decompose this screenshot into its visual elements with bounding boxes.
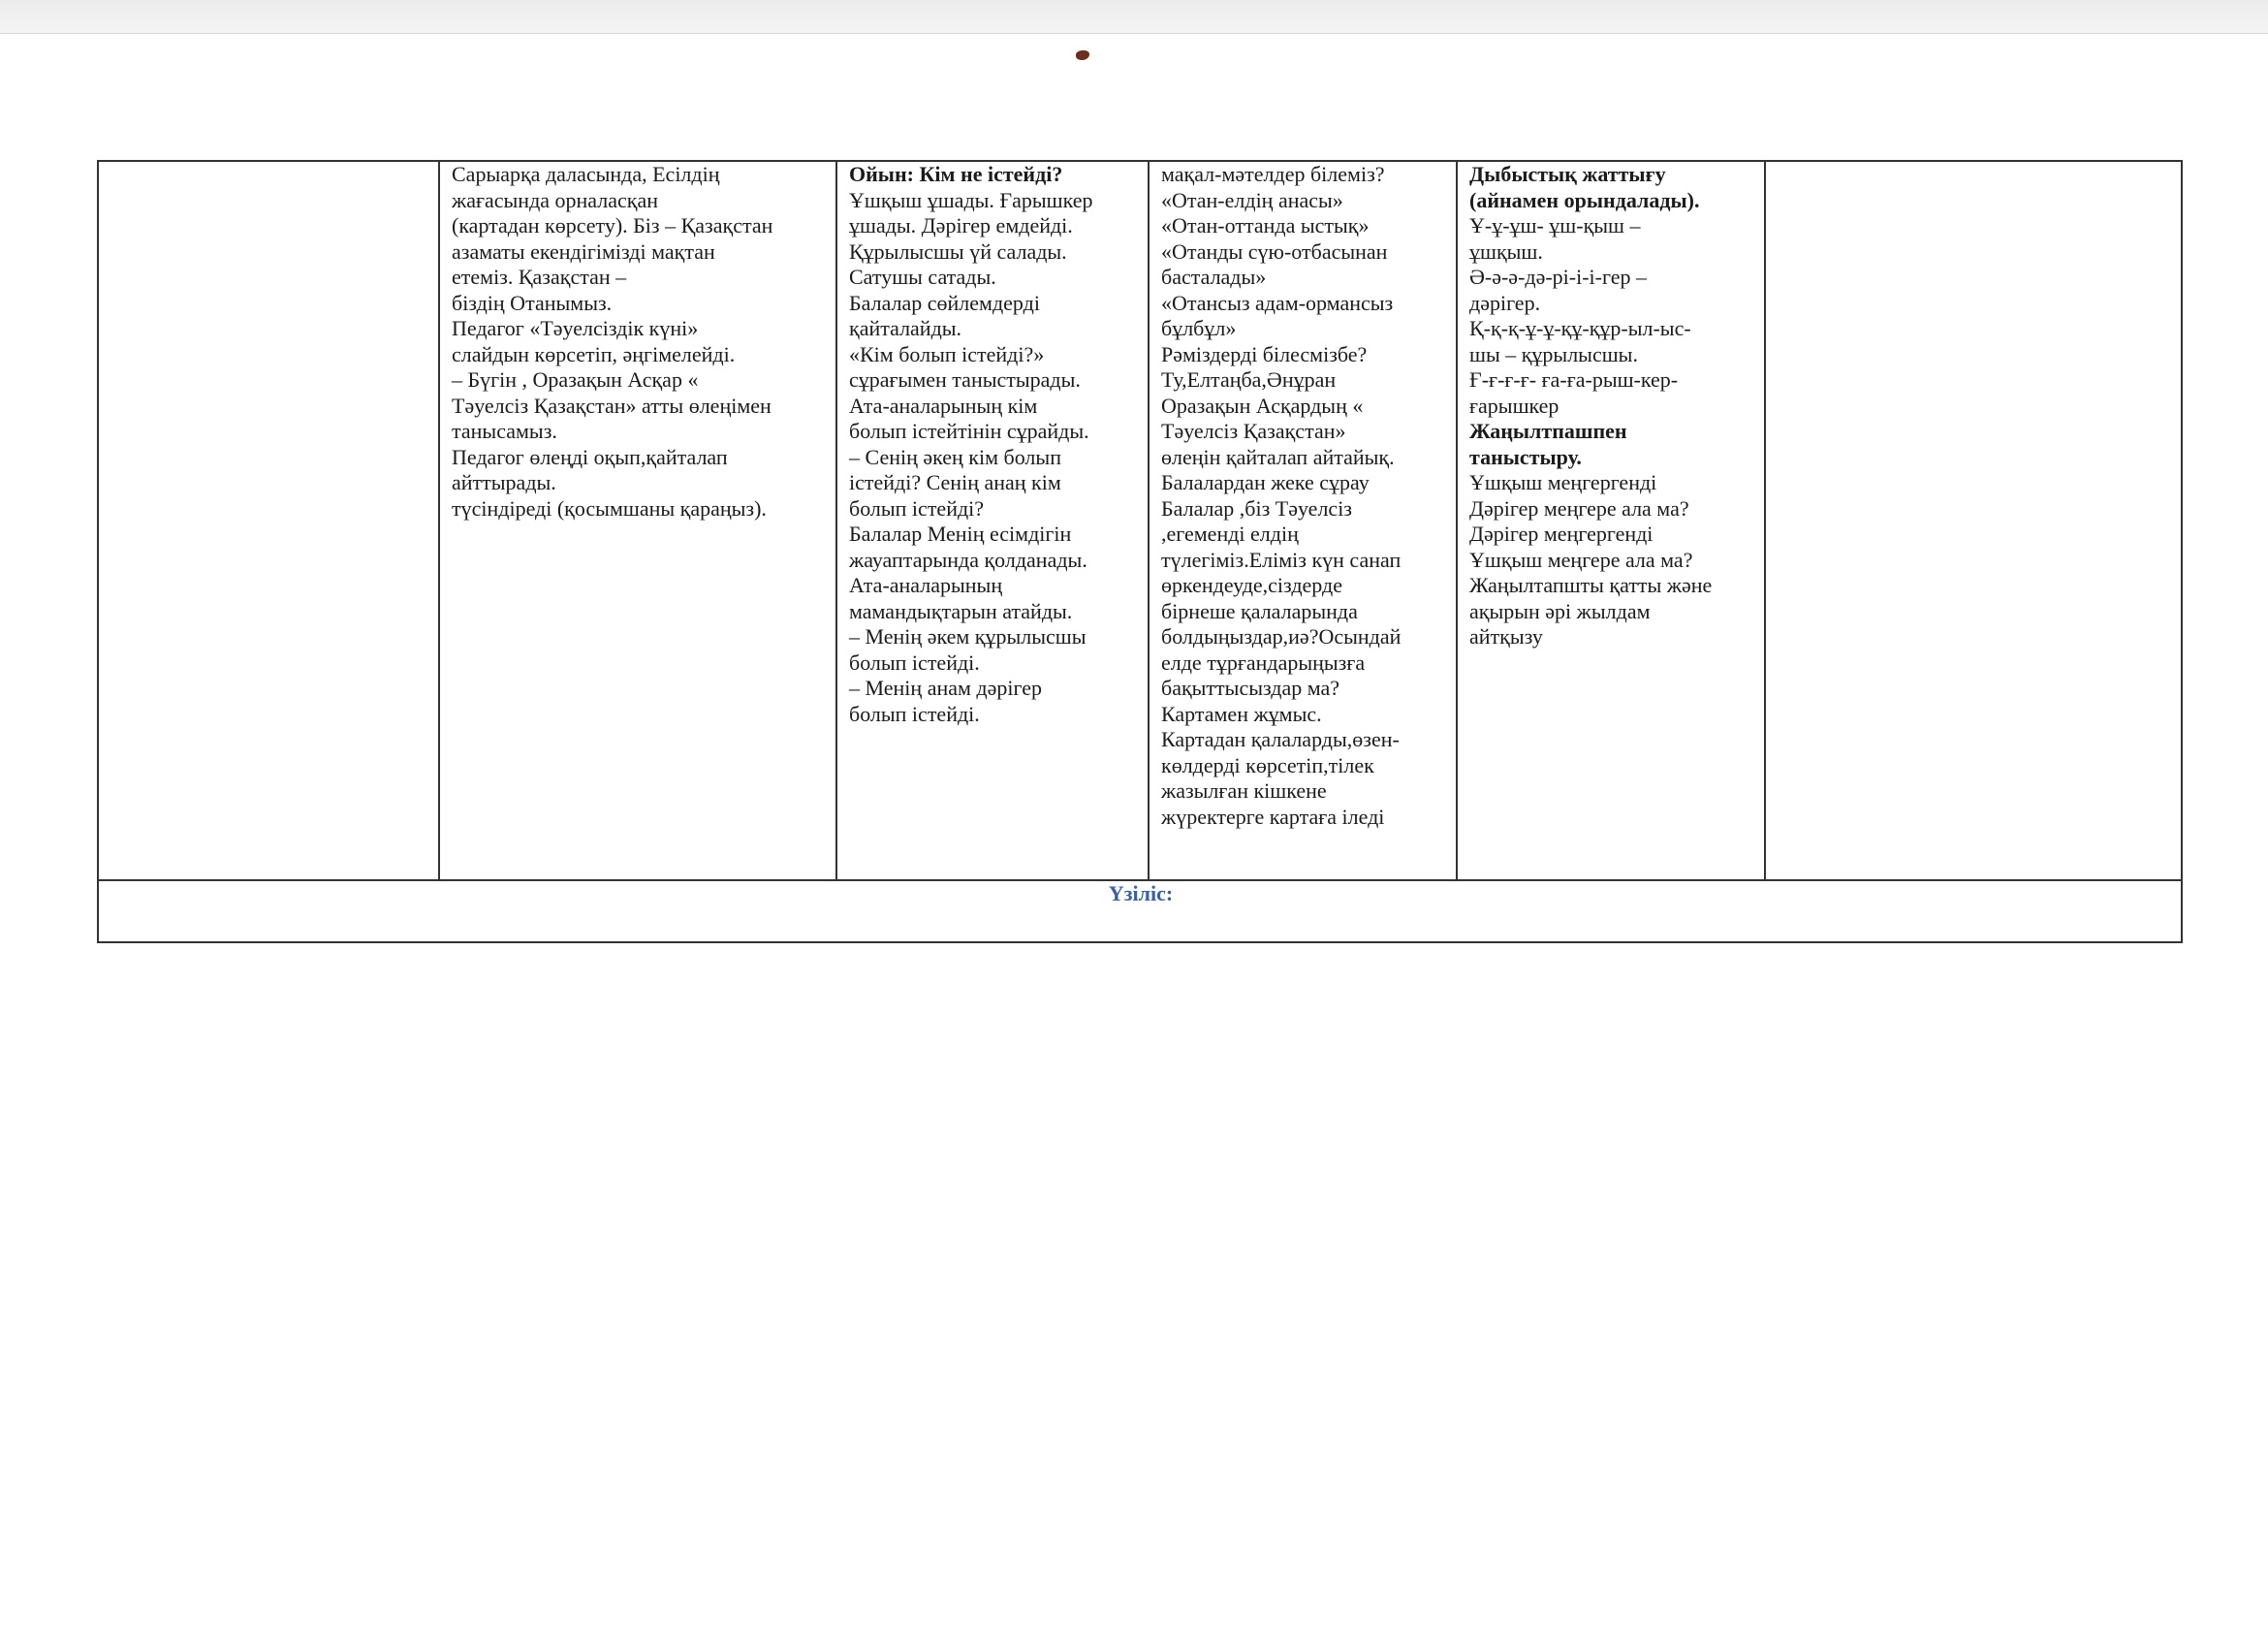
text-line: Педагог «Тәуелсіздік күні» [452, 316, 699, 340]
text-line: «Отан-елдің анасы» [1161, 187, 1343, 212]
text-line: өркендеуде,сіздерде [1161, 573, 1342, 597]
empty-cell-right [1765, 161, 2182, 880]
text-line: елде тұрғандарыңызға [1161, 650, 1366, 675]
text-line: – Менің әкем құрылысшы [849, 624, 1087, 649]
table-row [98, 161, 2182, 880]
text-line: Жаңылтапшты қатты және [1469, 573, 1713, 597]
text-line: мақал-мәтелдер білеміз? [1161, 162, 1385, 186]
text-line: слайдын көрсетіп, әңгімелейді. [452, 341, 736, 366]
text-line: Ұшқыш меңгергенді [1469, 470, 1657, 494]
scan-speck [1076, 50, 1089, 60]
text-line: Рәміздерді білесмізбе? [1161, 341, 1368, 366]
text-line: Балалардан жеке сұрау [1161, 470, 1370, 494]
text-line: ұшады. Дәрігер емдейді. [849, 213, 1073, 238]
text-line: сұрағымен таныстырады. [849, 367, 1081, 392]
text-line: ұшқыш. [1469, 238, 1543, 264]
paper-edge [0, 33, 2268, 46]
text-line: – Менің анам дәрігер [849, 676, 1042, 700]
text-line: Картамен жұмыс. [1161, 701, 1322, 726]
text-line: етеміз. Қазақстан – [452, 265, 627, 289]
cell-game [836, 161, 1149, 880]
text-line: – Сенің әкең кім болып [849, 444, 1061, 469]
text-line: Ата-аналарының [849, 573, 1003, 597]
break-row [98, 880, 2182, 942]
text-line: Дәрігер меңгергенді [1469, 522, 1654, 546]
text-line: «Отансыз адам-ормансыз [1161, 290, 1394, 315]
game-heading: Ойын: Кім не істейді? [849, 162, 1063, 186]
text-line: дәрігер. [1469, 290, 1541, 315]
text-line: айтқызу [1469, 624, 1543, 649]
cell-introduction [439, 161, 836, 880]
text-line: Сатушы сатады. [849, 265, 996, 289]
sound-exercise-heading: Дыбыстық жаттығу [1469, 162, 1666, 186]
text-line: Дәрігер меңгере ала ма? [1469, 495, 1689, 521]
text-line: бірнеше қалаларында [1161, 598, 1358, 623]
text-line: (картадан көрсету). Біз – Қазақстан [452, 213, 773, 238]
text-line: Оразақын Асқардың « [1161, 393, 1364, 418]
text-line: болып істейді? [849, 495, 985, 521]
text-line: «Отан-оттанда ыстық» [1161, 213, 1370, 238]
text-line: ақырын әрі жылдам [1469, 598, 1651, 623]
text-line: Қ-қ-қ-ұ-ұ-құ-құр-ыл-ыс- [1469, 316, 1691, 340]
text-line: түлегіміз.Еліміз күн санап [1161, 547, 1402, 572]
text-line: істейді? Сенің анаң кім [849, 470, 1061, 494]
text-line: жүректерге картаға іледі [1161, 804, 1385, 829]
text-line: түсіндіреді (қосымшаны қараңыз). [452, 495, 767, 521]
text-line: көлдерді көрсетіп,тілек [1161, 752, 1374, 777]
text-line: бұлбұл» [1161, 316, 1237, 340]
empty-cell-left [98, 161, 439, 880]
text-line: болып істейтінін сұрайды. [849, 419, 1089, 443]
text-line: танысамыз. [452, 419, 557, 443]
text-line: азаматы екендігімізді мақтан [452, 238, 715, 264]
text-line: ғарышкер [1469, 393, 1559, 418]
text-line: Балалар сөйлемдерді [849, 290, 1040, 315]
text-line: бақыттысыздар ма? [1161, 676, 1340, 700]
text-line: Сарыарқа даласында, Есілдің [452, 162, 720, 186]
text-line: жауаптарында қолданады. [849, 547, 1087, 572]
text-line: басталады» [1161, 265, 1267, 289]
text-line: қайталайды. [849, 316, 962, 340]
text-line: Балалар ,біз Тәуелсіз [1161, 495, 1352, 521]
text-line: Ә-ә-ә-дә-рі-і-і-гер – [1469, 265, 1647, 289]
text-line: Тәуелсіз Қазақстан» атты өлеңімен [452, 393, 772, 418]
text-line: мамандықтарын атайды. [849, 598, 1073, 623]
text-line: болдыңыздар,иә?Осындай [1161, 624, 1402, 649]
break-label: Үзіліс: [98, 880, 2182, 942]
text-line: айттырады. [452, 470, 556, 494]
text-line: Ұ-ұ-ұш- ұш-қыш – [1469, 213, 1641, 238]
text-line: ,егеменді елдің [1161, 522, 1299, 546]
sound-exercise-heading: (айнамен орындалады). [1469, 187, 1700, 212]
text-line: өлеңін қайталап айтайық. [1161, 444, 1395, 469]
text-line: Ата-аналарының кім [849, 393, 1038, 418]
text-line: Педагог өлеңді оқып,қайталап [452, 444, 728, 469]
text-line: шы – құрылысшы. [1469, 341, 1638, 366]
text-line: Ту,Елтаңба,Әнұран [1161, 367, 1337, 392]
text-line: Балалар Менің есімдігін [849, 522, 1072, 546]
text-line: жазылған кішкене [1161, 778, 1327, 803]
text-line: Картадан қалаларды,өзен- [1161, 727, 1400, 751]
text-line: Ұшқыш ұшады. Ғарышкер [849, 187, 1093, 212]
text-line: жағасында орналасқан [452, 187, 658, 212]
text-line: болып істейді. [849, 650, 980, 675]
text-line: Ұшқыш меңгере ала ма? [1469, 547, 1693, 572]
cell-sound-exercise [1457, 161, 1765, 880]
lesson-plan-table [97, 160, 2183, 943]
text-line: Ғ-ғ-ғ-ғ- ға-ға-рыш-кер- [1469, 367, 1679, 392]
cell-proverbs [1149, 161, 1457, 880]
text-line: «Кім болып істейді?» [849, 341, 1045, 366]
text-line: біздің Отанымыз. [452, 290, 613, 315]
tongue-twister-heading: таныстыру. [1469, 444, 1582, 469]
text-line: Құрылысшы үй салады. [849, 238, 1067, 264]
text-line: Тәуелсіз Қазақстан» [1161, 419, 1346, 443]
tongue-twister-heading: Жаңылтпашпен [1469, 419, 1627, 443]
text-line: – Бүгін , Оразақын Асқар « [452, 367, 699, 392]
text-line: болып істейді. [849, 701, 980, 726]
text-line: «Отанды сүю-отбасынан [1161, 238, 1388, 264]
